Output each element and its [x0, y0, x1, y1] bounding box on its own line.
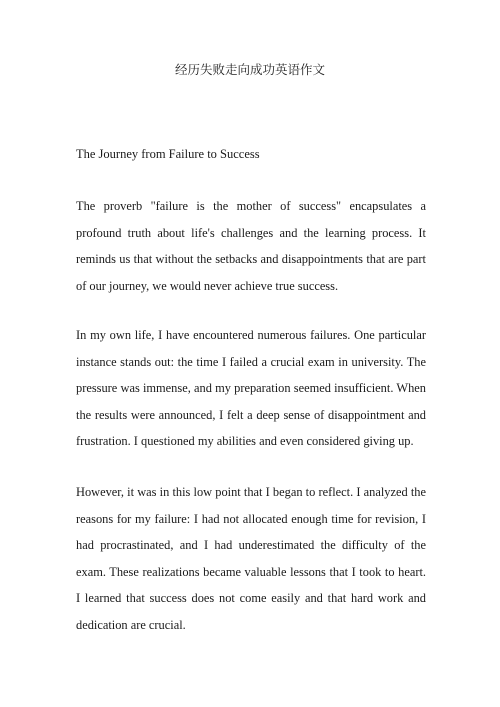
paragraph-2: In my own life, I have encountered numerous failures. One particular instance stands out: the time I failed a crucial exam in university. The pressure was immense, and my preparation seemed insufficient. When the results were announced, I felt a deep sense of disappointment and frustration. I questioned my abilities and even considered giving up.	[76, 328, 426, 448]
paragraph-1: The proverb "failure is the mother of success" encapsulates a profound truth about life's challenges and the learning process. It reminds us that without the setbacks and disappointments that are part of our journey, we would never achieve true success.	[76, 199, 426, 293]
document-title: 经历失败走向成功英语作文	[174, 62, 325, 77]
paragraph-3: However, it was in this low point that I began to reflect. I analyzed the reasons for my failure: I had not allocated enough time for revision, I had procrastinated, and I had underestimated the difficulty of the exam. These realizations became valuable lessons that I took to heart. I learned that success does not come easily and that hard work and dedication are crucial.	[76, 485, 426, 632]
essay-title: The Journey from Failure to Success	[76, 147, 260, 161]
